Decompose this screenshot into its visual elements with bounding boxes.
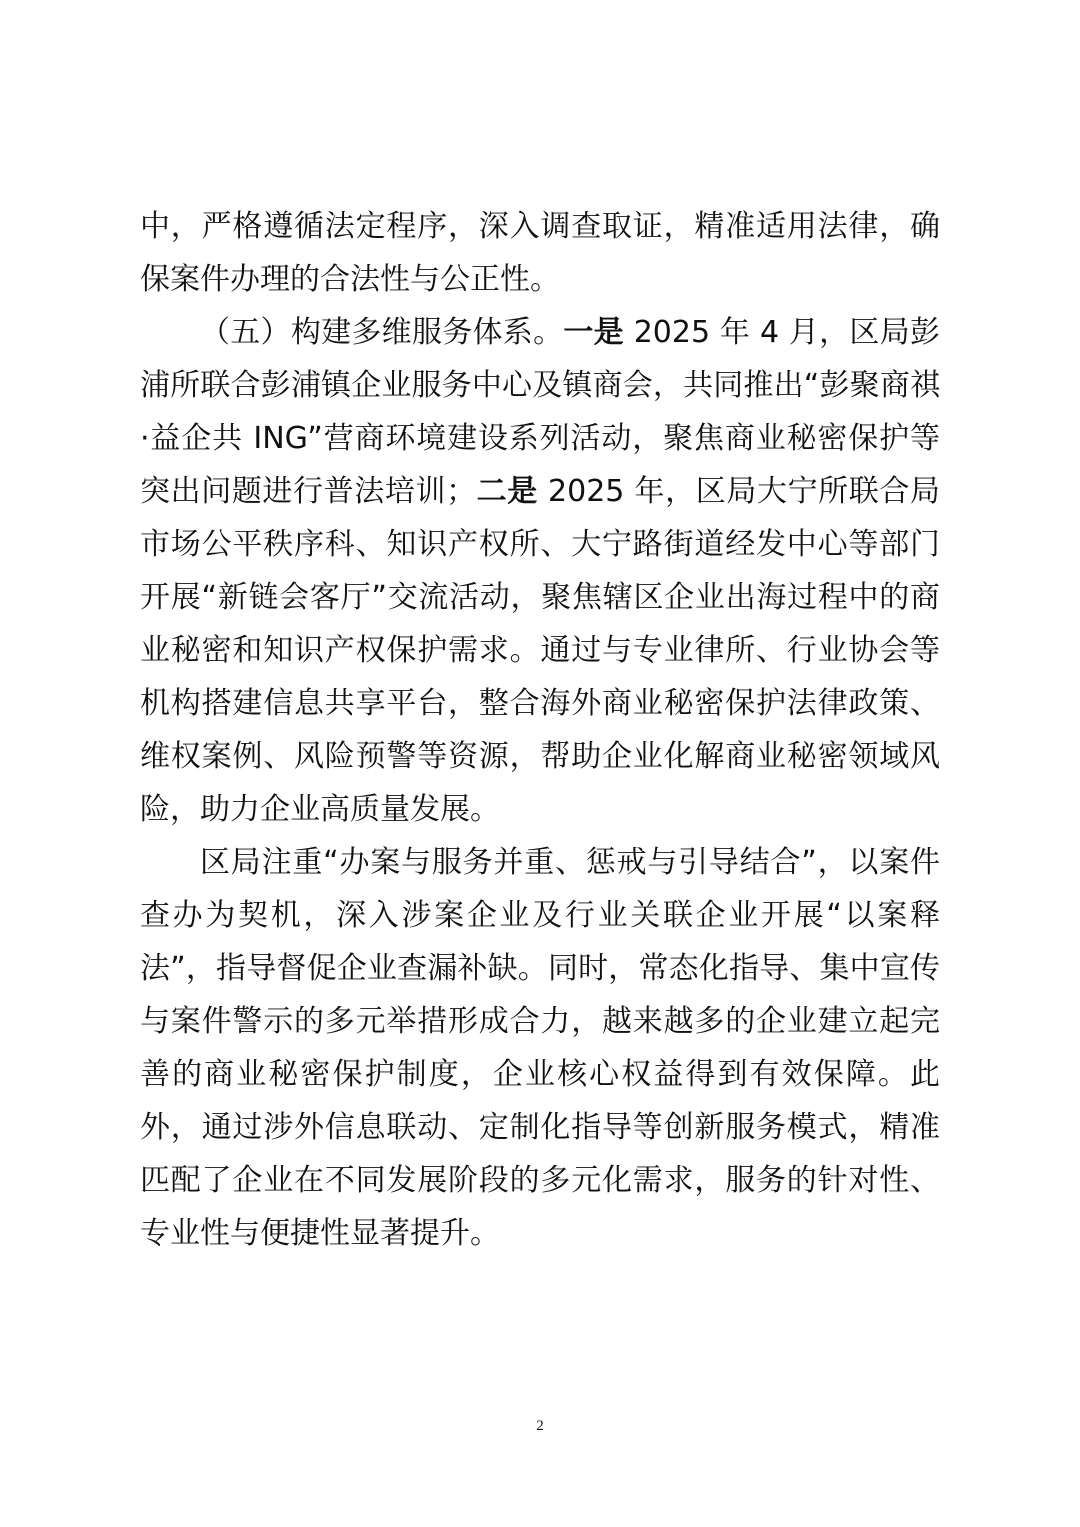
paragraph-continuation xyxy=(140,200,940,306)
page-number: 2 xyxy=(536,1418,544,1434)
paragraph-text: 2025 年 4 月，区局彭浦所联合彭浦镇企业服务中心及镇商会，共同推出“彭聚商祺·益企共 ING”营商环境建设系列活动，聚焦商业秘密保护等突出问题进行普法培训； xyxy=(140,315,940,509)
paragraph-service-system xyxy=(140,306,940,836)
section-heading-text: （五）构建多维服务体系。 xyxy=(200,315,564,350)
bold-marker-first: 一是 xyxy=(563,315,624,350)
paragraph-summary xyxy=(140,836,940,1260)
paragraph-text: 中，严格遵循法定程序，深入调查取证，精准适用法律，确保案件办理的合法性与公正性。 xyxy=(140,209,940,297)
paragraph-text: 区局注重“办案与服务并重、惩戒与引导结合”，以案件查办为契机，深入涉案企业及行业关联企业开展“以案释法”，指导督促企业查漏补缺。同时，常态化指导、集中宣传与案件警示的多元举措形成合力，越来越多的企业建立起完善的商业秘密保护制度，企业核心权益得到有效保障。此外，通过涉外信息联动、定制化指导等创新服务模式，精准匹配了企业在不同发展阶段的多元化需求，服务的针对性、专业性与便捷性显著提升。 xyxy=(140,845,940,1251)
document-body xyxy=(140,200,940,1260)
bold-marker-second: 二是 xyxy=(476,474,538,509)
paragraph-text: 2025 年，区局大宁所联合局市场公平秩序科、知识产权所、大宁路街道经发中心等部门开展“新链会客厅”交流活动，聚焦辖区企业出海过程中的商业秘密和知识产权保护需求。通过与专业律所、行业协会等机构搭建信息共享平台，整合海外商业秘密保护法律政策、维权案例、风险预警等资源，帮助企业化解商业秘密领域风险，助力企业高质量发展。 xyxy=(140,474,941,827)
